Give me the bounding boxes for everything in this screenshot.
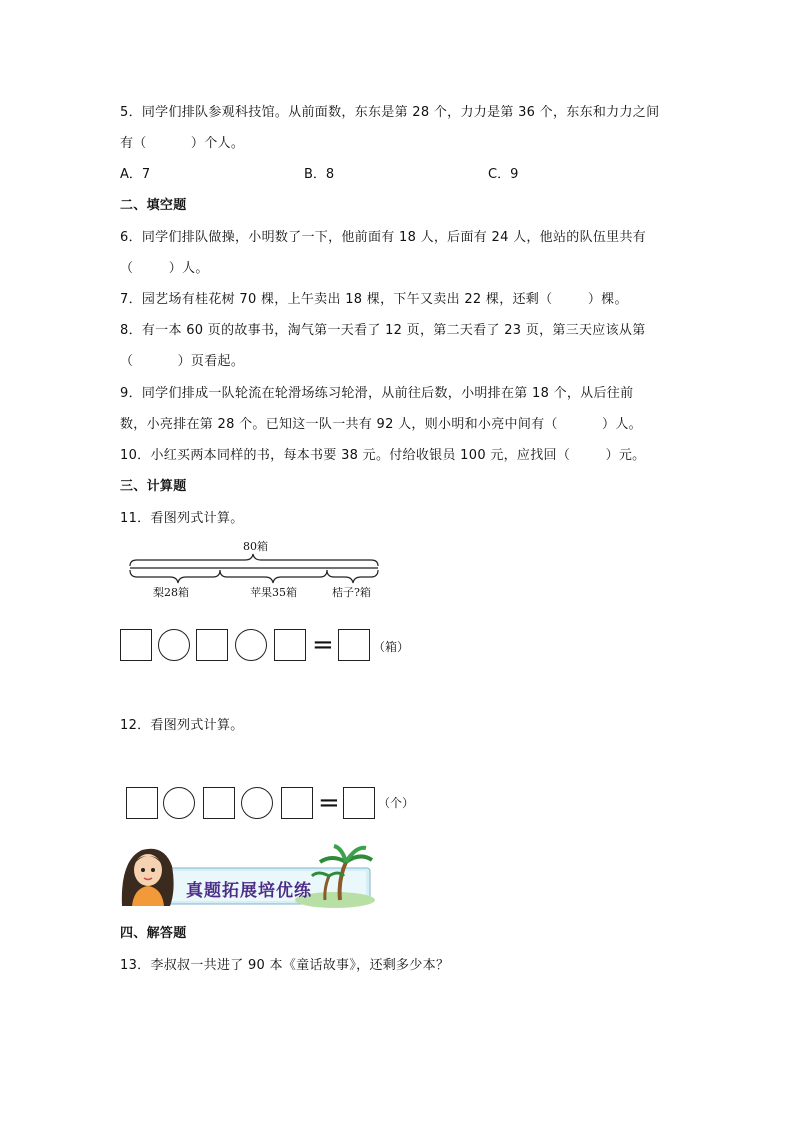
answer-box[interactable] [120, 629, 152, 661]
q13: 13．李叔叔一共进了 90 本《童话故事》，还剩多少本？ [120, 958, 450, 973]
q5-option-a: A．7 [120, 167, 151, 182]
result-box[interactable] [338, 629, 370, 661]
operator-circle[interactable] [163, 787, 195, 819]
q5-option-c: C．9 [488, 167, 519, 182]
q12-unit: （个） [378, 796, 415, 810]
banner-title: 真题拓展培优练 [186, 881, 312, 901]
q8-line1: 8．有一本 60 页的故事书，淘气第一天看了 12 页，第二天看了 23 页，第三天应该从第 [120, 323, 646, 338]
q5-option-b: B．8 [304, 167, 335, 182]
section-title-fill-in: 二、填空题 [120, 198, 187, 213]
practice-banner [120, 840, 376, 910]
diagram-part-orange: 桔子?箱 [332, 586, 371, 599]
diagram-part-apple: 苹果35箱 [250, 586, 297, 599]
q11-prompt: 11．看图列式计算。 [120, 511, 244, 526]
equals-sign: = [312, 630, 334, 660]
q6-line2: （ ）人。 [120, 261, 209, 276]
q11-bracket-diagram [125, 540, 385, 604]
answer-box[interactable] [274, 629, 306, 661]
q5-line1: 5．同学们排队参观科技馆。从前面数，东东是第 28 个，力力是第 36 个，东东和力力之间 [120, 105, 660, 120]
q9-line1: 9．同学们排成一队轮流在轮滑场练习轮滑，从前往后数，小明排在第 18 个，从后往前 [120, 386, 634, 401]
equals-sign: = [318, 788, 340, 818]
answer-box[interactable] [203, 787, 235, 819]
answer-box[interactable] [281, 787, 313, 819]
bracket-lines [125, 550, 385, 590]
operator-circle[interactable] [241, 787, 273, 819]
q10: 10．小红买两本同样的书，每本书要 38 元。付给收银员 100 元，应找回（ ）元。 [120, 448, 646, 463]
q11-unit: （箱） [373, 640, 410, 654]
q8-line2: （ ）页看起。 [120, 354, 245, 369]
diagram-total-label: 80箱 [243, 540, 268, 553]
q12-prompt: 12．看图列式计算。 [120, 718, 244, 733]
section-title-calculation: 三、计算题 [120, 479, 187, 494]
answer-box[interactable] [196, 629, 228, 661]
result-box[interactable] [343, 787, 375, 819]
diagram-part-pear: 梨28箱 [153, 586, 189, 599]
q9-line2: 数，小亮排在第 28 个。已知这一队一共有 92 人，则小明和小亮中间有（ ）人。 [120, 417, 642, 432]
answer-box[interactable] [126, 787, 158, 819]
operator-circle[interactable] [158, 629, 190, 661]
q5-line2: 有（ ）个人。 [120, 136, 245, 151]
q6-line1: 6．同学们排队做操，小明数了一下，他前面有 18 人，后面有 24 人，他站的队伍里共有 [120, 230, 647, 245]
section-title-word-problems: 四、解答题 [120, 926, 187, 941]
operator-circle[interactable] [235, 629, 267, 661]
q7: 7．园艺场有桂花树 70 棵，上午卖出 18 棵，下午又卖出 22 棵，还剩（ ）棵。 [120, 292, 628, 307]
